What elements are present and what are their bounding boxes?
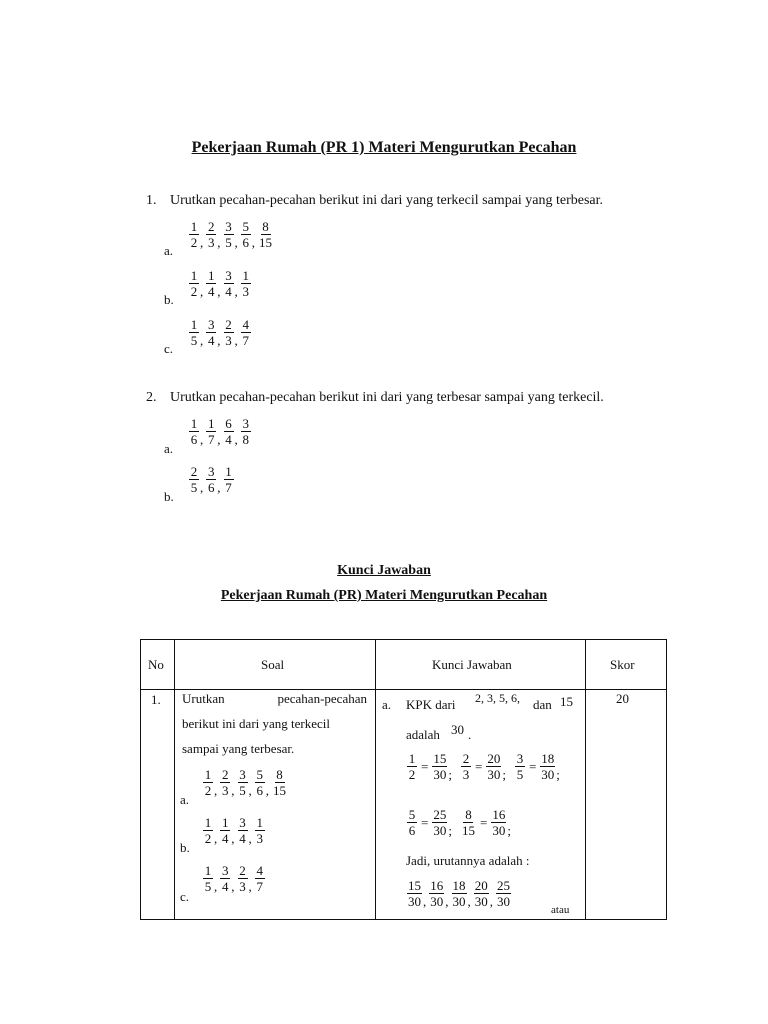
fraction [206, 268, 216, 299]
fraction-denominator: 30 [433, 767, 447, 782]
fraction [432, 807, 447, 838]
q1-item-a-fractions [188, 219, 274, 250]
fraction-numerator: 1 [408, 751, 416, 766]
fraction-denominator: 7 [242, 333, 249, 348]
fraction-denominator: 6 [408, 823, 416, 838]
soal-item-b-fractions [202, 815, 266, 846]
row-1-skor: 20 [616, 691, 629, 706]
fraction-numerator: 2 [462, 751, 470, 766]
fraction-denominator: 30 [408, 894, 421, 909]
fraction-numerator: 1 [225, 464, 232, 479]
fraction-numerator: 15 [433, 751, 447, 766]
fraction [203, 767, 213, 798]
fraction [540, 751, 555, 782]
jadi-text: Jadi, urutannya adalah : [406, 853, 530, 868]
table-border-top [140, 639, 667, 640]
separator: ; [502, 767, 506, 782]
separator: , [234, 333, 238, 348]
q2-item-b-label: b. [164, 489, 174, 504]
equals-sign: = [474, 759, 483, 774]
fraction [206, 219, 216, 250]
fraction [224, 416, 234, 447]
fraction-denominator: 3 [256, 831, 263, 846]
equivalences-line-1 [406, 751, 568, 782]
separator: , [234, 235, 238, 250]
fraction-denominator: 3 [242, 284, 249, 299]
separator: , [217, 333, 221, 348]
fraction-numerator: 1 [256, 815, 263, 830]
fraction-denominator: 3 [462, 767, 470, 782]
fraction [224, 219, 234, 250]
fraction-denominator: 30 [492, 823, 506, 838]
separator: , [231, 831, 235, 846]
fraction-denominator: 5 [204, 879, 212, 894]
separator: , [231, 879, 235, 894]
fraction [255, 815, 265, 846]
fraction [220, 815, 230, 846]
fraction [224, 268, 234, 299]
ordered-fractions [406, 878, 512, 909]
fraction-denominator: 6 [208, 480, 215, 495]
fraction [206, 464, 216, 495]
fraction [515, 751, 525, 782]
fraction-numerator: 8 [262, 219, 269, 234]
q1-item-b-label: b. [164, 292, 174, 307]
fraction [241, 317, 251, 348]
soal-item-c-label: c. [180, 889, 190, 904]
soal-item-b-label: b. [180, 840, 190, 855]
fraction [189, 317, 199, 348]
fraction-numerator: 1 [208, 268, 215, 283]
fraction [461, 751, 471, 782]
q1-item-c-label: c. [164, 341, 174, 356]
fraction-numerator: 3 [242, 416, 249, 431]
fraction-numerator: 5 [256, 767, 263, 782]
fraction-numerator: 1 [190, 219, 198, 234]
kpk-result: 30 [451, 722, 464, 737]
q2-item-b-fractions [188, 464, 235, 495]
fraction-denominator: 3 [225, 333, 232, 348]
fraction [486, 751, 501, 782]
separator: , [217, 235, 221, 250]
fraction [203, 863, 213, 894]
fraction-numerator: 18 [541, 751, 555, 766]
fraction-denominator: 15 [259, 235, 272, 250]
q1-item-c-fractions [188, 317, 252, 348]
row-1-soal-line-2: berikut ini dari yang terkecil [182, 716, 331, 731]
fraction-numerator: 2 [222, 767, 229, 782]
fraction-denominator: 30 [474, 894, 488, 909]
fraction-denominator: 5 [190, 480, 198, 495]
fraction-denominator: 15 [273, 783, 286, 798]
fraction-denominator: 5 [190, 333, 198, 348]
fraction-numerator: 2 [239, 863, 246, 878]
soal-item-a-label: a. [180, 792, 190, 807]
separator: , [489, 894, 493, 909]
table-header-divider [140, 689, 667, 690]
separator: , [200, 333, 204, 348]
fraction [238, 815, 248, 846]
fraction [474, 878, 489, 909]
fraction-numerator: 1 [190, 268, 198, 283]
fraction-denominator: 4 [239, 831, 246, 846]
separator: , [214, 831, 218, 846]
atau-text: atau [551, 904, 570, 916]
fraction-numerator: 1 [204, 815, 212, 830]
fraction-numerator: 5 [242, 219, 249, 234]
fraction-numerator: 2 [208, 219, 215, 234]
table-col-divider-2 [375, 639, 376, 920]
separator: , [217, 432, 221, 447]
separator: , [214, 783, 218, 798]
separator: , [234, 284, 238, 299]
fraction [224, 464, 234, 495]
fraction-numerator: 3 [208, 317, 215, 332]
fraction-numerator: 8 [276, 767, 283, 782]
separator: , [200, 480, 204, 495]
fraction [206, 317, 216, 348]
fraction [241, 219, 251, 250]
fraction-denominator: 30 [487, 767, 501, 782]
fraction [220, 863, 230, 894]
soal-line-1-left: Urutkan [182, 691, 225, 706]
fraction-denominator: 5 [225, 235, 232, 250]
fraction-numerator: 2 [225, 317, 232, 332]
fraction [255, 767, 265, 798]
fraction-denominator: 2 [204, 783, 212, 798]
fraction [496, 878, 511, 909]
fraction-numerator: 1 [204, 767, 212, 782]
fraction [432, 751, 447, 782]
fraction-numerator: 1 [204, 863, 212, 878]
fraction-denominator: 15 [461, 823, 475, 838]
soal-item-a-fractions [202, 767, 288, 798]
fraction-numerator: 3 [239, 767, 246, 782]
table-border-bottom [140, 919, 667, 920]
fraction-numerator: 4 [256, 863, 263, 878]
soal-item-c-fractions [202, 863, 266, 894]
fraction-denominator: 6 [242, 235, 249, 250]
fraction-numerator: 5 [408, 807, 416, 822]
fraction-numerator: 3 [225, 268, 232, 283]
fraction-numerator: 1 [190, 416, 198, 431]
separator: , [200, 432, 204, 447]
fraction [407, 807, 417, 838]
kpk-15: 15 [560, 694, 573, 709]
fraction-numerator: 16 [492, 807, 506, 822]
table-border-right [666, 639, 667, 920]
fraction [189, 464, 199, 495]
separator: , [248, 831, 252, 846]
fraction-numerator: 1 [242, 268, 249, 283]
fraction [220, 767, 230, 798]
separator: , [248, 879, 252, 894]
fraction [238, 863, 248, 894]
fraction-denominator: 3 [208, 235, 215, 250]
fraction [203, 815, 213, 846]
fraction [206, 416, 216, 447]
fraction-denominator: 30 [452, 894, 466, 909]
answer-key-table [140, 639, 667, 920]
fraction-numerator: 2 [190, 464, 198, 479]
fraction-numerator: 3 [208, 464, 215, 479]
fraction-numerator: 3 [239, 815, 246, 830]
kpk-period: . [468, 727, 472, 742]
fraction [258, 219, 273, 250]
fraction-denominator: 4 [222, 831, 229, 846]
fraction-numerator: 20 [487, 751, 501, 766]
fraction-denominator: 6 [190, 432, 198, 447]
fraction [491, 807, 506, 838]
fraction-numerator: 8 [465, 807, 472, 822]
row-1-soal-line-3: sampai yang terbesar. [182, 741, 295, 756]
fraction-denominator: 5 [239, 783, 246, 798]
header-soal: Soal [261, 657, 285, 672]
fraction [255, 863, 265, 894]
header-kunci-jawaban: Kunci Jawaban [432, 657, 512, 672]
q2-item-a-label: a. [164, 441, 174, 456]
separator: ; [556, 767, 560, 782]
fraction-numerator: 20 [474, 878, 488, 893]
fraction-denominator: 3 [239, 879, 246, 894]
separator: , [423, 894, 427, 909]
separator: , [214, 879, 218, 894]
question-1-text: Urutkan pecahan-pecahan berikut ini dari yang terkecil sampai yang terbesar. [170, 193, 604, 208]
fraction-numerator: 1 [208, 416, 215, 431]
fraction [241, 416, 251, 447]
q1-item-b-fractions [188, 268, 252, 299]
fraction-denominator: 4 [222, 879, 229, 894]
q2-item-a-fractions [188, 416, 252, 447]
fraction [461, 807, 476, 838]
header-skor: Skor [610, 657, 635, 672]
table-border-left [140, 639, 141, 920]
fraction-denominator: 2 [408, 767, 416, 782]
separator: , [217, 480, 221, 495]
kpk-numbers: 2, 3, 5, 6, [475, 691, 520, 705]
kpk-dan: dan [533, 697, 552, 712]
separator: ; [448, 767, 452, 782]
fraction-numerator: 25 [433, 807, 447, 822]
fraction-denominator: 30 [433, 823, 447, 838]
question-2-text: Urutkan pecahan-pecahan berikut ini dari yang terbesar sampai yang terkecil. [170, 390, 604, 405]
separator: , [200, 235, 204, 250]
separator: , [200, 284, 204, 299]
fraction [407, 878, 422, 909]
fraction-denominator: 7 [225, 480, 232, 495]
header-no: No [148, 657, 164, 672]
fraction-numerator: 3 [222, 863, 229, 878]
fraction [241, 268, 251, 299]
fraction-numerator: 3 [225, 219, 232, 234]
separator: , [265, 783, 269, 798]
fraction [189, 268, 199, 299]
fraction-numerator: 1 [222, 815, 229, 830]
fraction-numerator: 18 [452, 878, 466, 893]
separator: , [467, 894, 471, 909]
fraction-denominator: 2 [190, 284, 198, 299]
fraction [189, 416, 199, 447]
fraction-denominator: 3 [222, 783, 229, 798]
question-2-number: 2. [146, 390, 157, 405]
fraction [429, 878, 444, 909]
fraction-denominator: 4 [225, 432, 232, 447]
fraction-numerator: 3 [516, 751, 524, 766]
fraction-denominator: 30 [430, 894, 444, 909]
separator: , [251, 235, 255, 250]
equals-sign: = [421, 815, 429, 830]
equals-sign: = [479, 815, 488, 830]
equals-sign: = [528, 759, 537, 774]
fraction-numerator: 4 [242, 317, 249, 332]
fraction-numerator: 25 [497, 878, 510, 893]
fraction [407, 751, 417, 782]
fraction-denominator: 30 [497, 894, 510, 909]
kunci-label-a: a. [382, 697, 392, 712]
fraction-numerator: 15 [408, 878, 421, 893]
fraction [272, 767, 287, 798]
row-1-no: 1. [151, 692, 161, 707]
page-title: Pekerjaan Rumah (PR 1) Materi Mengurutkan Pecahan [191, 139, 577, 156]
fraction [224, 317, 234, 348]
fraction-denominator: 4 [225, 284, 232, 299]
fraction-numerator: 1 [190, 317, 198, 332]
fraction-numerator: 16 [430, 878, 444, 893]
kpk-text: KPK dari [406, 697, 456, 712]
answer-key-subheading: Pekerjaan Rumah (PR) Materi Mengurutkan Pecahan [220, 588, 548, 603]
fraction-denominator: 2 [190, 235, 198, 250]
q1-item-a-label: a. [164, 243, 174, 258]
fraction-denominator: 7 [256, 879, 263, 894]
table-col-divider-3 [585, 639, 586, 920]
separator: ; [448, 823, 452, 838]
separator: , [445, 894, 449, 909]
equals-sign: = [421, 759, 429, 774]
fraction-denominator: 4 [208, 284, 215, 299]
answer-key-heading: Kunci Jawaban [337, 563, 431, 578]
separator: ; [507, 823, 511, 838]
table-col-divider-1 [174, 639, 175, 920]
fraction-denominator: 8 [242, 432, 249, 447]
fraction-denominator: 2 [204, 831, 212, 846]
fraction [189, 219, 199, 250]
fraction [452, 878, 467, 909]
fraction [238, 767, 248, 798]
separator: , [248, 783, 252, 798]
adalah-text: adalah [406, 727, 440, 742]
fraction-denominator: 30 [541, 767, 555, 782]
separator: , [217, 284, 221, 299]
soal-line-1-right: pecahan-pecahan [277, 691, 367, 706]
row-1-soal-line-1 [182, 691, 367, 707]
separator: , [231, 783, 235, 798]
fraction-denominator: 4 [208, 333, 215, 348]
question-1-number: 1. [146, 193, 157, 208]
separator: , [234, 432, 238, 447]
fraction-denominator: 7 [208, 432, 215, 447]
fraction-numerator: 6 [225, 416, 232, 431]
fraction-denominator: 6 [256, 783, 263, 798]
fraction-denominator: 5 [516, 767, 524, 782]
equivalences-line-2 [406, 807, 519, 838]
